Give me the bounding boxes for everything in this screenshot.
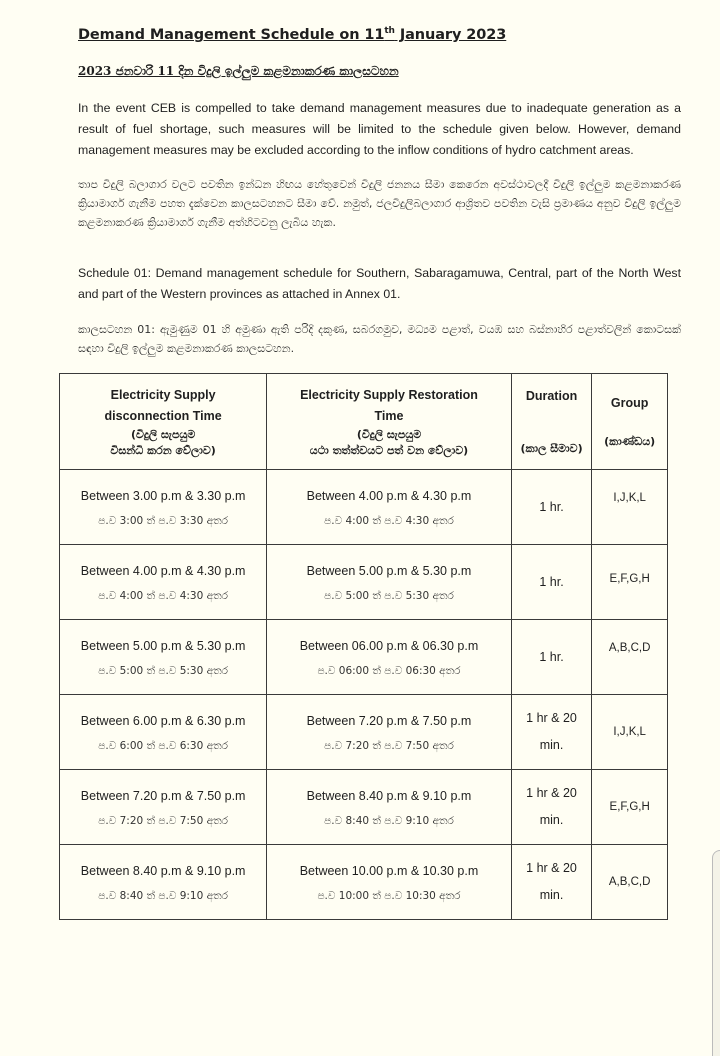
header-duration: Duration (කාල සීමාව): [511, 374, 592, 470]
header-restoration-time: Electricity Supply Restoration Time (විදුලි සැපයුම යථා තත්ත්වයට පත් වන වේලාව): [267, 374, 511, 470]
disconnection-cell: Between 4.00 p.m & 4.30 p.m ප.ව 4:00 ත් ප.ව 4:30 අතර: [60, 545, 267, 620]
disconnection-cell: Between 7.20 p.m & 7.50 p.m ප.ව 7:20 ත් ප.ව 7:50 අතර: [60, 770, 267, 845]
duration-cell: 1 hr & 20 min.: [511, 770, 592, 845]
restoration-cell: Between 10.00 p.m & 10.30 p.m ප.ව 10:00 ත් ප.ව 10:30 අතර: [267, 845, 511, 920]
duration-cell: 1 hr & 20 min.: [511, 695, 592, 770]
group-cell: A,B,C,D: [592, 620, 668, 695]
sinhala-title: 2023 ජනවාරි 11 දින විදුලි ඉල්ලුම කළමනාකරණ කාලසටහන: [78, 64, 399, 78]
schedule-paragraph-english: Schedule 01: Demand management schedule for Southern, Sabaragamuwa, Central, part of the North West and part of the Western provinces as attached in Annex 01.: [78, 266, 681, 301]
page-title: Demand Management Schedule on 11th January 2023: [78, 26, 507, 43]
disconnection-cell: Between 3.00 p.m & 3.30 p.m ප.ව 3:00 ත් ප.ව 3:30 අතර: [60, 470, 267, 545]
restoration-cell: Between 06.00 p.m & 06.30 p.m ප.ව 06:00 ත් ප.ව 06:30 අතර: [267, 620, 511, 695]
table-row: [60, 845, 668, 920]
group-cell: E,F,G,H: [592, 770, 668, 845]
schedule-table: [59, 373, 668, 920]
header-group: Group (කාණ්ඩය): [592, 374, 668, 470]
table-row: [60, 470, 668, 545]
table-row: [60, 620, 668, 695]
disconnection-cell: Between 6.00 p.m & 6.30 p.m ප.ව 6:00 ත් ප.ව 6:30 අතර: [60, 695, 267, 770]
restoration-cell: Between 8.40 p.m & 9.10 p.m ප.ව 8:40 ත් ප.ව 9:10 අතර: [267, 770, 511, 845]
intro-paragraph-sinhala: තාප විදුලි බලාගාර වලට පවතින ඉන්ධන හිඟය හේතුවෙන් විදුලි ජනනය සීමා කෙරෙන අවස්ථාවලදී විදුලි ඉල්ලුම කළමනාකරණ ක්‍රියාමාර්ග ගැනීම පහත දැක්වෙන කාලසටහනට සීමා වේ. නමුත්, ජලවිදුලිබලාගාර ආශ්‍රිතව පවතින වැසි ප්‍රමාණය අනුව විදුලි ඉල්ලුම කළමනාකරණ ක්‍රියාමාර්ග ගැනීම අත්හිටවනු ලැබිය හැක.: [78, 178, 681, 229]
group-cell: A,B,C,D: [592, 845, 668, 920]
disconnection-cell: Between 8.40 p.m & 9.10 p.m ප.ව 8:40 ත් ප.ව 9:10 අතර: [60, 845, 267, 920]
restoration-cell: Between 5.00 p.m & 5.30 p.m ප.ව 5:00 ත් ප.ව 5:30 අතර: [267, 545, 511, 620]
duration-cell: 1 hr.: [511, 620, 592, 695]
table-row: [60, 770, 668, 845]
duration-cell: 1 hr.: [511, 470, 592, 545]
group-cell: E,F,G,H: [592, 545, 668, 620]
header-disconnection-time: Electricity Supply disconnection Time (විදුලි සැපයුම විසන්ධි කරන වේලාව): [60, 374, 267, 470]
page-edge-scroll-tab: [712, 850, 720, 1056]
table-row: [60, 695, 668, 770]
intro-paragraph-english: In the event CEB is compelled to take demand management measures due to inadequate generation as a result of fuel shortage, such measures will be limited to the schedule given below. However, demand management measures may be excluded according to the inflow conditions of hydro catchment areas.: [78, 101, 681, 157]
restoration-cell: Between 4.00 p.m & 4.30 p.m ප.ව 4:00 ත් ප.ව 4:30 අතර: [267, 470, 511, 545]
group-cell: I,J,K,L: [592, 695, 668, 770]
schedule-paragraph-sinhala: කාලසටහන 01: ඇමුණුම 01 හි අමුණා ඇති පරිදි දකුණ, සබරගමුව, මධ්‍යම පළාත්, වයඹ සහ බස්නාහිර පළාත්වලින් කොටසක් සඳහා විදුලි ඉල්ලුම කළමනාකරණ කාලසටහන.: [78, 323, 681, 355]
duration-cell: 1 hr.: [511, 545, 592, 620]
restoration-cell: Between 7.20 p.m & 7.50 p.m ප.ව 7:20 ත් ප.ව 7:50 අතර: [267, 695, 511, 770]
table-header-row: [60, 374, 668, 470]
table-row: [60, 545, 668, 620]
disconnection-cell: Between 5.00 p.m & 5.30 p.m ප.ව 5:00 ත් ප.ව 5:30 අතර: [60, 620, 267, 695]
group-cell: I,J,K,L: [592, 470, 668, 545]
duration-cell: 1 hr & 20 min.: [511, 845, 592, 920]
